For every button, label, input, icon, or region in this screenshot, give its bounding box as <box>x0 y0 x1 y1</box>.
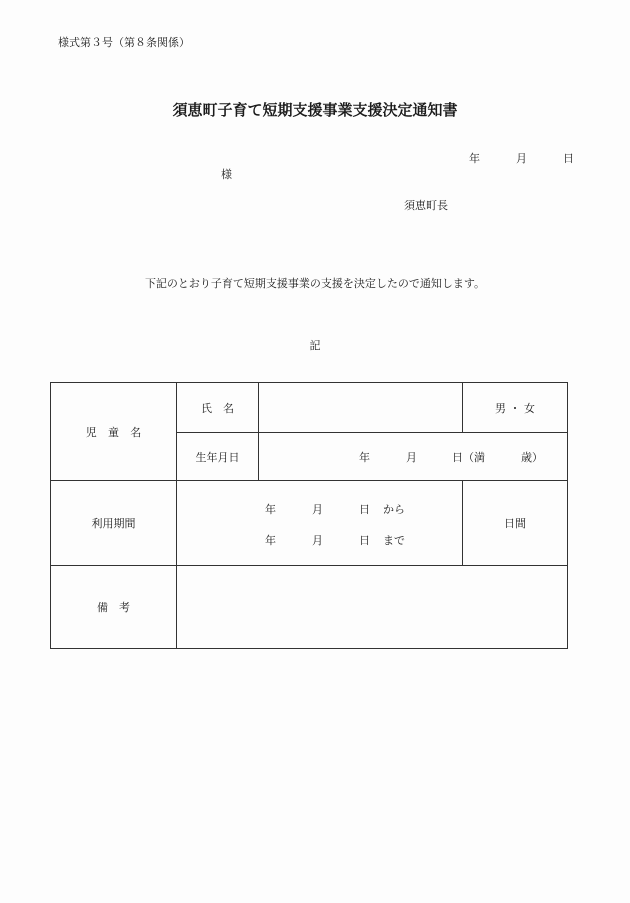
gender-field[interactable]: 男 ・ 女 <box>463 383 568 433</box>
table-row <box>51 481 568 566</box>
from-month-label: 月 <box>312 503 323 516</box>
birth-month-label: 月 <box>406 450 417 464</box>
birthdate-field[interactable] <box>259 433 568 481</box>
to-year-label: 年 <box>265 534 276 547</box>
to-day-label: 日 <box>359 534 370 547</box>
addressee-suffix: 様 <box>221 168 232 181</box>
table-row <box>51 383 568 433</box>
ki-heading: 記 <box>309 339 321 352</box>
period-field[interactable] <box>177 481 463 566</box>
from-day-label: 日 <box>359 503 370 516</box>
birth-day-label: 日（満 <box>452 450 485 464</box>
to-month-label: 月 <box>312 534 323 547</box>
date-month-label: 月 <box>516 152 527 165</box>
decision-table <box>50 382 568 649</box>
name-label: 氏 名 <box>177 383 259 433</box>
document-title: 須恵町子育て短期支援事業支援決定通知書 <box>172 101 458 119</box>
notice-text: 下記のとおり子育て短期支援事業の支援を決定したので通知します。 <box>144 277 486 290</box>
birth-year-label: 年 <box>359 450 370 464</box>
date-year-label: 年 <box>469 152 480 165</box>
remarks-field[interactable] <box>177 566 568 649</box>
birthdate-label: 生年月日 <box>177 433 259 481</box>
form-number: 様式第３号（第８条関係） <box>58 36 190 49</box>
date-day-label: 日 <box>563 152 574 165</box>
remarks-label: 備 考 <box>51 566 177 649</box>
days-field[interactable]: 日間 <box>463 481 568 566</box>
issuer: 須恵町長 <box>404 199 448 212</box>
from-suffix: から <box>383 503 405 516</box>
age-unit-label: 歳） <box>521 450 543 464</box>
from-year-label: 年 <box>265 503 276 516</box>
child-name-label: 児 童 名 <box>51 383 177 481</box>
table-row <box>51 566 568 649</box>
period-label: 利用期間 <box>51 481 177 566</box>
to-suffix: まで <box>383 534 405 547</box>
name-field[interactable] <box>259 383 463 433</box>
